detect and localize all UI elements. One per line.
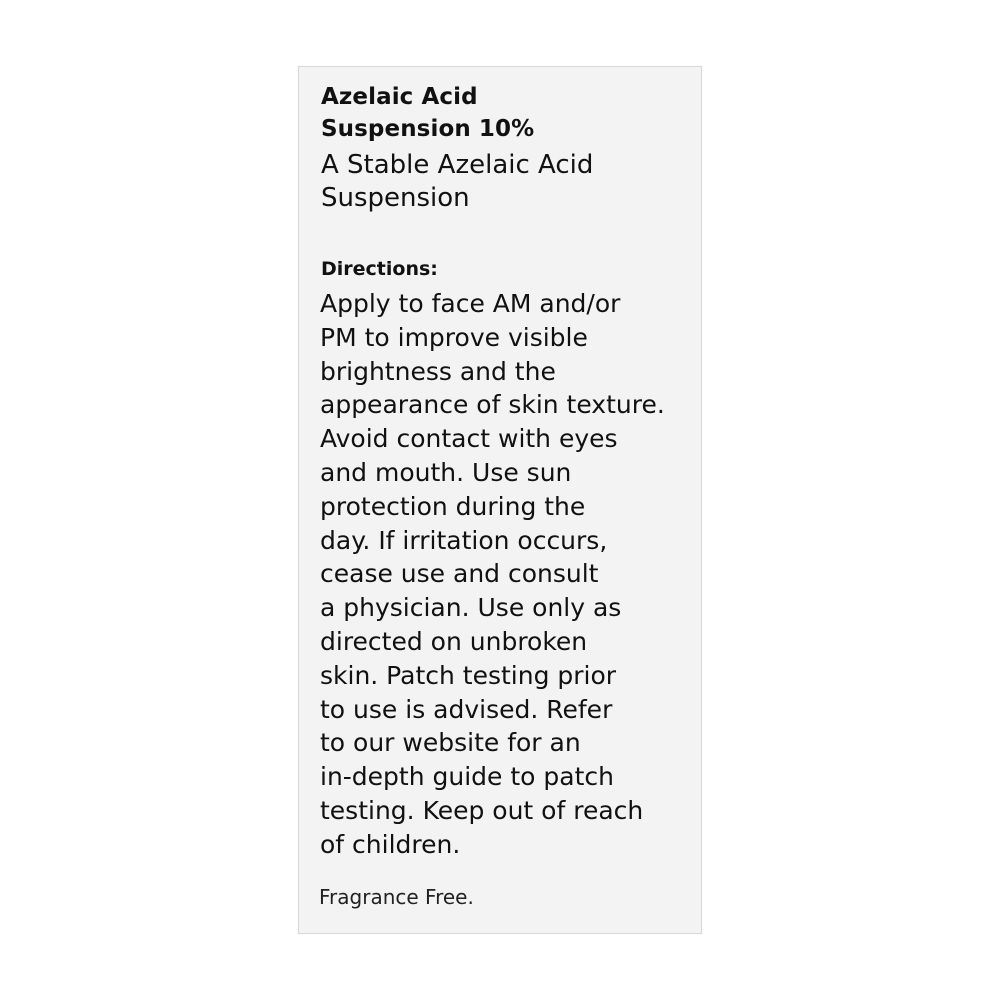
fragrance-free-note: Fragrance Free. — [319, 885, 474, 909]
product-subtitle: A Stable Azelaic Acid Suspension — [321, 150, 594, 213]
directions-text: Apply to face AM and/or PM to improve visible brightness and the appearance of skin texture. Avoid contact with eyes and mouth. Use sun protection during the day. If irritation occurs, cease use and consult a physician. Use only as directed on unbroken skin. Patch testing prior to use is advised. Refer to our website for an in-depth guide to patch testing. Keep out of reach of children. — [320, 289, 665, 859]
directions-heading: Directions: — [321, 258, 438, 280]
product-label-panel — [298, 66, 702, 934]
label-content — [321, 81, 691, 862]
product-title: Azelaic Acid Suspension 10% — [321, 84, 535, 142]
